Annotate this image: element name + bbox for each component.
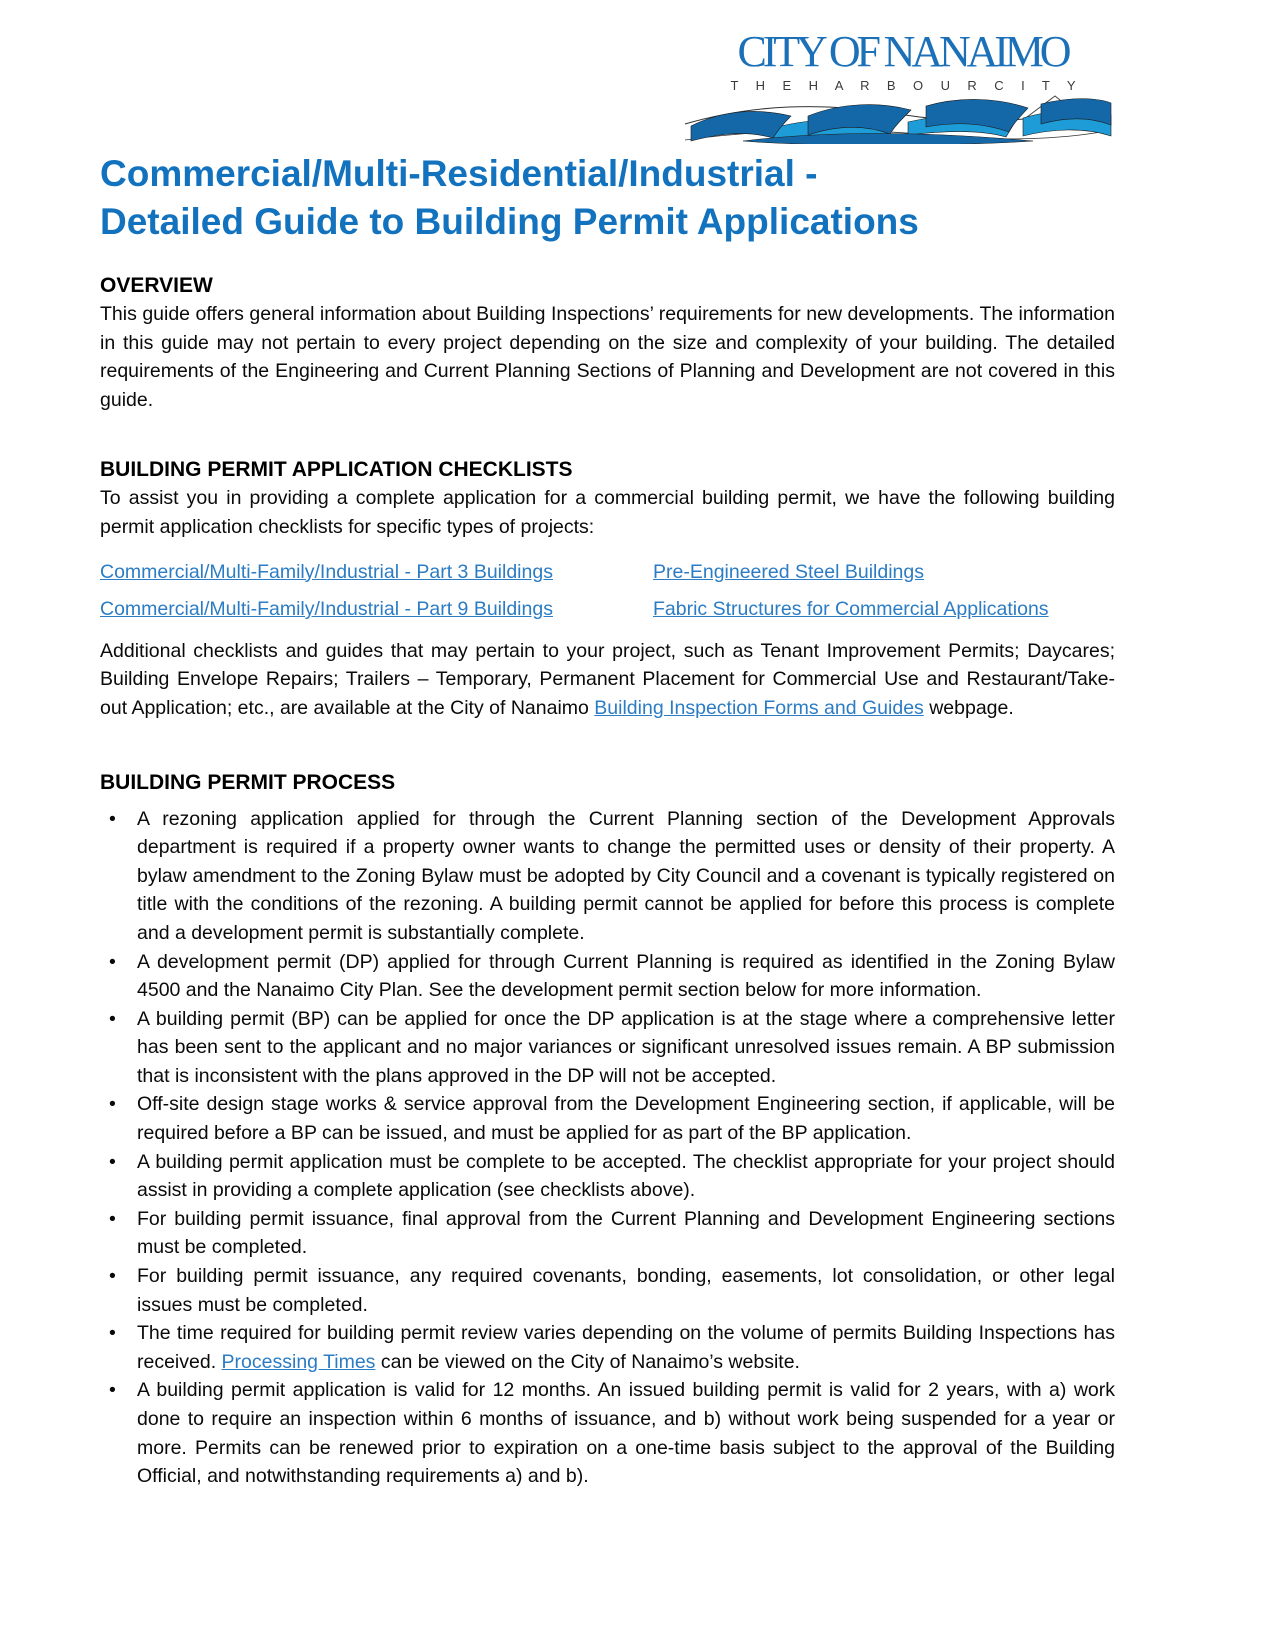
bullet-text-before: The time required for building permit review varies depending on the volume of permits Building Inspections has received. [137, 1322, 1115, 1373]
bullet-text: A development permit (DP) applied for through Current Planning is required as identified in the Zoning Bylaw 4500 and the Nanaimo City Plan. See the development permit section below for more information. [137, 950, 1115, 1002]
bullet-text: A building permit application is valid for 12 months. An issued building permit is valid for 2 years, with a) work done to require an inspection within 6 months of issuance, and b) without work being suspended for a year or more. Permits can be renewed prior to expiration on a one-time basis subject to the approval of the Building Official, and notwithstanding requirements a) and b). [137, 1379, 1115, 1488]
link-part3-buildings[interactable]: Commercial/Multi-Family/Industrial - Part 3 Buildings [100, 560, 553, 583]
bullet-text: A building permit application must be complete to be accepted. The checklist appropriate for your project should assist in providing a complete application (see checklists above). [137, 1150, 1115, 1202]
bullet-text: For building permit issuance, any required covenants, bonding, easements, lot consolidation, or other legal issues must be completed. [137, 1265, 1115, 1316]
page-title-line1: Commercial/Multi-Residential/Industrial - [100, 153, 818, 194]
process-heading: BUILDING PERMIT PROCESS [100, 770, 396, 794]
additional-text-before: Additional checklists and guides that may pertain to your project, such as Tenant Improvement Permits; Daycares; Building Envelope Repairs; Trailers – Temporary, Permanent Placement for Commercial Use and Restaurant/Take-out Application; etc., are available at the City of Nanaimo [100, 639, 1115, 719]
page-title-line2: Detailed Guide to Building Permit Applications [100, 201, 919, 242]
bullet-text: For building permit issuance, final approval from the Current Planning and Development Engineering sections must be completed. [137, 1207, 1115, 1259]
bullet-legal-issues [100, 1262, 1115, 1319]
process-bullet-list [100, 805, 1115, 1491]
bullet-development-permit [100, 948, 1115, 1005]
bullet-rezoning [100, 805, 1115, 948]
bullet-text: A rezoning application applied for through the Current Planning section of the Development Approvals department is required if a property owner wants to change the permitted uses or density of their property. A bylaw amendment to the Zoning Bylaw must be adopted by City Council and a covenant is typically registered on title with the conditions of the rezoning. A building permit cannot be applied for before this process is complete and a development permit is substantially complete. [137, 807, 1115, 944]
bullet-building-permit [100, 1005, 1115, 1091]
additional-checklists-paragraph [100, 637, 1115, 723]
overview-paragraph: This guide offers general information about Building Inspections’ requirements for new developments. The information in this guide may not pertain to every project depending on the size and complexity of your building. The detailed requirements of the Engineering and Current Planning Sections of Planning and Development are not covered in this guide. [100, 303, 1115, 411]
bullet-offsite-design [100, 1090, 1115, 1147]
bullet-final-approval [100, 1205, 1115, 1262]
link-part9-buildings[interactable]: Commercial/Multi-Family/Industrial - Part 9 Buildings [100, 598, 553, 621]
checklists-heading: BUILDING PERMIT APPLICATION CHECKLISTS [100, 458, 573, 482]
page-title [100, 150, 1115, 246]
bullet-processing-times [100, 1319, 1115, 1376]
logo-tagline: T H E H A R B O U R C I T Y [730, 78, 1076, 93]
bullet-text-after: can be viewed on the City of Nanaimo’s website. [375, 1350, 800, 1373]
checklists-intro: To assist you in providing a complete application for a commercial building permit, we have the following building permit application checklists for specific types of projects: [100, 487, 1115, 538]
link-pre-engineered-steel[interactable]: Pre-Engineered Steel Buildings [653, 560, 925, 583]
document-content [100, 0, 1115, 1491]
logo-wordmark: CITY OF NANAIMO [737, 27, 1073, 76]
bullet-text: Off-site design stage works & service approval from the Development Engineering section, if applicable, will be required before a BP can be issued, and must be applied for as part of the BP application. [137, 1093, 1115, 1145]
checklist-links-grid [100, 558, 1115, 624]
bullet-complete-application [100, 1148, 1115, 1205]
link-building-inspection-forms-guides[interactable]: Building Inspection Forms and Guides [594, 696, 924, 719]
bullet-text: A building permit (BP) can be applied for once the DP application is at the stage where a comprehensive letter has been sent to the applicant and no major variances or significant unresolved issues remain. A BP submission that is inconsistent with the plans approved in the DP will not be accepted. [137, 1007, 1115, 1087]
link-processing-times[interactable]: Processing Times [221, 1350, 376, 1373]
additional-text-after: webpage. [923, 696, 1014, 719]
link-fabric-structures[interactable]: Fabric Structures for Commercial Applications [653, 598, 1049, 621]
bullet-permit-validity [100, 1376, 1115, 1490]
overview-heading: OVERVIEW [100, 274, 213, 297]
